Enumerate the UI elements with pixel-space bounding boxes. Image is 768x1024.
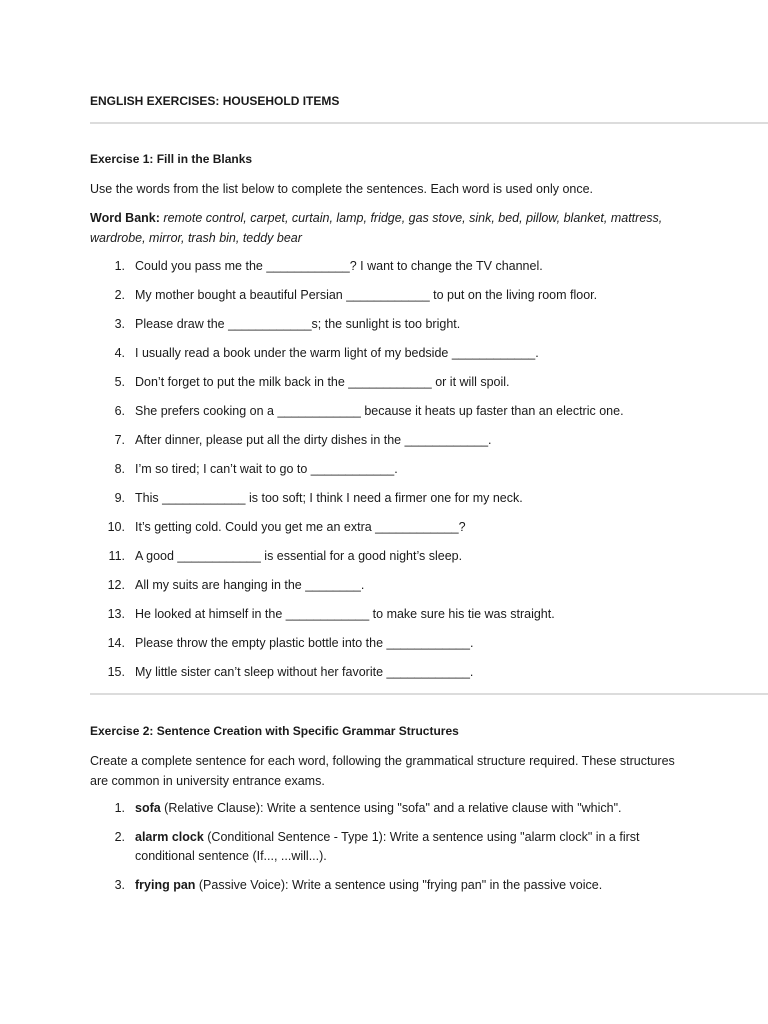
item-text: Please draw the ____________s; the sunlight is too bright. xyxy=(135,317,461,331)
list-item xyxy=(0,547,768,576)
list-item xyxy=(0,373,768,402)
item-text: I usually read a book under the warm light of my bedside ____________. xyxy=(135,346,539,360)
item-text xyxy=(135,799,680,818)
item-number: 15. xyxy=(107,665,125,679)
divider xyxy=(90,122,768,124)
task-description: (Conditional Sentence - Type 1): Write a sentence using "alarm clock" in a first conditional sentence (If..., ...will...). xyxy=(135,830,640,863)
item-number: 2. xyxy=(114,288,125,302)
item-number: 7. xyxy=(114,433,125,447)
item-number: 3. xyxy=(114,317,125,331)
item-text: Could you pass me the ____________? I want to change the TV channel. xyxy=(135,259,543,273)
word-bank xyxy=(90,208,680,248)
list-item xyxy=(0,344,768,373)
list-item xyxy=(0,518,768,547)
item-text: All my suits are hanging in the ________. xyxy=(135,578,365,592)
item-number: 14. xyxy=(107,636,125,650)
target-word: alarm clock xyxy=(135,830,204,844)
item-text: After dinner, please put all the dirty dishes in the ____________. xyxy=(135,433,492,447)
item-text: It’s getting cold. Could you get me an extra ____________? xyxy=(135,520,466,534)
document-title: ENGLISH EXERCISES: HOUSEHOLD ITEMS xyxy=(90,94,340,108)
target-word: frying pan xyxy=(135,878,196,892)
word-bank-label: Word Bank: xyxy=(90,211,160,225)
item-text xyxy=(135,876,680,895)
list-item xyxy=(0,460,768,489)
list-item xyxy=(0,634,768,663)
exercise-2-instructions: Create a complete sentence for each word, following the grammatical structure required. These structures are common in university entrance exams. xyxy=(90,754,675,788)
list-item xyxy=(0,489,768,518)
list-item xyxy=(0,402,768,431)
word-bank-words: remote control, carpet, curtain, lamp, fridge, gas stove, sink, bed, pillow, blanket, mattress, wardrobe, mirror, trash bin, teddy bear xyxy=(90,211,663,245)
task-description: (Passive Voice): Write a sentence using "frying pan" in the passive voice. xyxy=(195,878,603,892)
item-text: A good ____________ is essential for a good night’s sleep. xyxy=(135,549,463,563)
list-item xyxy=(0,286,768,315)
item-number: 6. xyxy=(114,404,125,418)
list-item xyxy=(0,876,768,895)
exercise-2-heading: Exercise 2: Sentence Creation with Specific Grammar Structures xyxy=(90,724,459,738)
item-text xyxy=(135,828,680,866)
item-text: She prefers cooking on a ____________ because it heats up faster than an electric one. xyxy=(135,404,624,418)
item-number: 10. xyxy=(107,520,125,534)
exercise-1-list xyxy=(0,257,768,692)
item-number: 5. xyxy=(114,375,125,389)
target-word: sofa xyxy=(135,801,161,815)
list-item xyxy=(0,257,768,286)
item-text: I’m so tired; I can’t wait to go to ____________. xyxy=(135,462,398,476)
item-number: 8. xyxy=(114,462,125,476)
list-item xyxy=(0,315,768,344)
item-number: 11. xyxy=(108,549,125,563)
item-number: 1. xyxy=(114,259,125,273)
item-text: He looked at himself in the ____________ to make sure his tie was straight. xyxy=(135,607,555,621)
exercise-1-heading: Exercise 1: Fill in the Blanks xyxy=(90,152,253,166)
list-item xyxy=(0,663,768,692)
item-text: This ____________ is too soft; I think I need a firmer one for my neck. xyxy=(135,491,523,505)
task-description: (Relative Clause): Write a sentence using "sofa" and a relative clause with "which". xyxy=(160,801,622,815)
exercise-2-list xyxy=(0,799,768,905)
item-number: 1. xyxy=(114,801,125,815)
list-item xyxy=(0,431,768,460)
list-item xyxy=(0,828,768,866)
item-text: Don’t forget to put the milk back in the ____________ or it will spoil. xyxy=(135,375,510,389)
list-item xyxy=(0,605,768,634)
item-text: My mother bought a beautiful Persian ____________ to put on the living room floor. xyxy=(135,288,598,302)
item-text: My little sister can’t sleep without her favorite ____________. xyxy=(135,665,474,679)
item-text: Please throw the empty plastic bottle into the ____________. xyxy=(135,636,474,650)
item-number: 3. xyxy=(114,878,125,892)
item-number: 12. xyxy=(107,578,125,592)
list-item xyxy=(0,799,768,818)
item-number: 13. xyxy=(107,607,125,621)
item-number: 4. xyxy=(114,346,125,360)
list-item xyxy=(0,576,768,605)
divider xyxy=(90,693,768,695)
exercise-1-instructions: Use the words from the list below to complete the sentences. Each word is used only once. xyxy=(90,182,594,196)
item-number: 9. xyxy=(114,491,125,505)
item-number: 2. xyxy=(114,830,125,844)
